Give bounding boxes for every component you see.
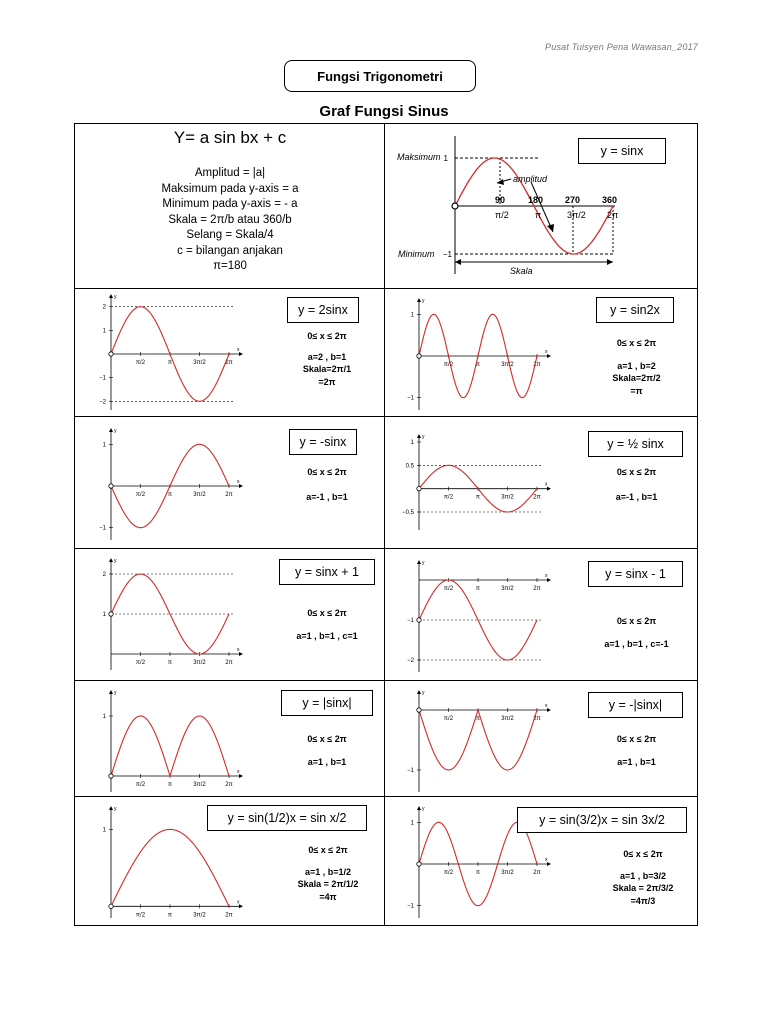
x-tick-label: π xyxy=(167,660,173,666)
graph-cell-sin-3half-x xyxy=(385,797,697,926)
start-point-marker xyxy=(109,352,113,356)
x-axis-letter: x xyxy=(237,899,240,906)
degree-tick-label: 270 xyxy=(565,195,581,205)
origin-marker xyxy=(452,203,458,209)
amplitud-label: amplitud xyxy=(513,174,548,184)
y-axis-arrow xyxy=(417,806,421,810)
y-axis-letter: y xyxy=(422,690,425,696)
y-axis-letter: y xyxy=(114,294,117,300)
x-tick-label: π xyxy=(167,782,173,788)
skala-arrow-left-head xyxy=(455,259,461,265)
y-tick-label: −0.5 xyxy=(402,510,414,516)
y-axis-letter: y xyxy=(114,806,117,812)
y-tick-label: 2 xyxy=(102,304,106,311)
equation-box: y = sinx - 1 xyxy=(588,561,683,587)
y-tick-label: 1 xyxy=(443,154,448,163)
note-line: =2π xyxy=(318,376,336,387)
x-tick-label: π xyxy=(475,716,481,722)
note-line: a=-1 , b=1 xyxy=(306,491,348,502)
x-tick-label: 2π xyxy=(533,870,541,876)
note-spacer xyxy=(589,479,684,491)
note-line: a=1 , b=2 xyxy=(617,360,656,371)
x-tick-label: π xyxy=(167,912,173,919)
x-tick-label: π/2 xyxy=(443,870,454,876)
degree-tick-label: 90 xyxy=(495,195,506,205)
x-tick-label: 3π/2 xyxy=(501,586,514,592)
x-tick-label: π/2 xyxy=(135,492,146,498)
y-axis-letter: y xyxy=(422,560,425,566)
x-axis-letter: x xyxy=(545,857,548,863)
note-line: 0≤ x ≤ 2π xyxy=(616,338,657,348)
graph-cell-sinx-plus-1 xyxy=(75,549,384,680)
x-tick-label: 2π xyxy=(533,586,541,592)
x-axis-arrow xyxy=(547,862,551,866)
note-line: a=1 , b=1 , c=-1 xyxy=(604,638,669,649)
note-line: 0≤ x ≤ 2π xyxy=(616,616,657,626)
note-line: 0≤ x ≤ 2π xyxy=(307,608,347,618)
note-line: 0≤ x ≤ 2π xyxy=(616,467,657,477)
y-tick-label: −1 xyxy=(407,618,414,624)
degree-tick-label: 180 xyxy=(528,195,544,205)
graph-notes xyxy=(281,733,373,768)
x-tick-label: π/2 xyxy=(443,494,454,501)
y-tick-label: 1 xyxy=(410,312,414,319)
y-axis-arrow xyxy=(417,560,421,564)
note-line: a=1 , b=1 , c=1 xyxy=(296,630,358,641)
start-point-marker xyxy=(109,774,113,778)
x-tick-label: 2π xyxy=(225,660,233,666)
graph-cell-neg-abs-sinx xyxy=(385,681,697,796)
graph-table xyxy=(74,123,698,926)
note-line: 0≤ x ≤ 2π xyxy=(308,845,348,855)
y-axis-arrow xyxy=(109,294,113,298)
note-spacer xyxy=(589,350,684,360)
note-line: 0≤ x ≤ 2π xyxy=(307,467,347,477)
y-tick-label: 1 xyxy=(102,714,106,720)
x-tick-label: 2π xyxy=(533,362,541,368)
note-line: Skala = 2π/3/2 xyxy=(612,883,674,893)
graph-neg-abs-sinx xyxy=(397,683,572,798)
x-axis-letter: x xyxy=(545,703,548,709)
y-axis-arrow xyxy=(109,690,113,694)
x-axis-arrow xyxy=(239,904,243,908)
reference-cell xyxy=(385,124,697,288)
formula-notes xyxy=(75,166,385,275)
y-axis-letter: y xyxy=(114,428,117,434)
y-axis-letter: y xyxy=(422,434,425,440)
x-axis-arrow xyxy=(547,578,551,582)
equation-box: y = sin(3/2)x = sin 3x/2 xyxy=(517,807,687,833)
x-tick-label: π xyxy=(475,586,481,592)
x-axis-arrow xyxy=(547,708,551,712)
header-note: Pusat Tuisyen Pena Wawasan_2017 xyxy=(545,42,698,52)
note-spacer xyxy=(281,746,373,756)
y-tick-label: −2 xyxy=(407,658,414,664)
graph-2sinx xyxy=(89,294,264,414)
note-line: 0≤ x ≤ 2π xyxy=(623,849,663,859)
x-tick-label: 2π xyxy=(225,782,233,788)
graph-cell-neg-sinx xyxy=(75,417,384,548)
graph-notes xyxy=(275,844,381,903)
note-spacer xyxy=(281,343,373,351)
equation-box: y = |sinx| xyxy=(281,690,373,716)
x-tick-label: π xyxy=(475,362,481,368)
x-tick-label: 3π/2 xyxy=(501,870,514,876)
note-line: a=1 , b=1 xyxy=(617,756,656,767)
note-line: =4π/3 xyxy=(630,895,656,906)
general-formula-cell xyxy=(75,124,385,288)
graph-notes xyxy=(281,466,373,503)
note-line: a=-1 , b=1 xyxy=(615,491,658,502)
page-subtitle: Graf Fungsi Sinus xyxy=(319,103,449,120)
y-tick-label: −1 xyxy=(407,395,414,402)
y-tick-label: 0.5 xyxy=(405,463,414,470)
formula-line: Minimum pada y-axis = - a xyxy=(162,198,298,210)
x-tick-label: π/2 xyxy=(135,660,146,666)
x-tick-label: 3π/2 xyxy=(193,360,206,366)
graph-cell-sin-half-x xyxy=(75,797,384,926)
x-axis-arrow xyxy=(239,652,243,656)
y-tick-label: 1 xyxy=(410,820,414,827)
y-tick-label: −1 xyxy=(99,525,106,532)
start-point-marker xyxy=(109,484,113,488)
x-tick-label: 2π xyxy=(225,912,233,919)
y-tick-label: −1 xyxy=(407,903,414,910)
x-tick-label: π/2 xyxy=(443,586,454,592)
maksimum-label: Maksimum xyxy=(397,152,441,162)
equation-box: y = 2sinx xyxy=(287,297,359,323)
pi-tick-label: 2π xyxy=(607,210,619,220)
graph-cell-abs-sinx xyxy=(75,681,384,796)
formula-line: Maksimum pada y-axis = a xyxy=(161,182,299,195)
x-tick-label: 2π xyxy=(533,494,541,501)
x-tick-label: 2π xyxy=(533,716,541,722)
note-line: =π xyxy=(630,385,643,396)
note-line: =4π xyxy=(319,891,337,902)
y-axis-arrow xyxy=(417,434,421,438)
note-line: a=2 , b=1 xyxy=(307,351,347,362)
formula-line: π=180 xyxy=(213,260,247,272)
x-tick-label: 2π xyxy=(225,360,233,366)
note-line: 0≤ x ≤ 2π xyxy=(616,734,657,744)
note-spacer xyxy=(590,861,696,870)
y-axis-arrow xyxy=(417,690,421,694)
note-line: Skala = 2π/1/2 xyxy=(297,879,359,889)
x-tick-label: π xyxy=(167,360,173,366)
start-point-marker xyxy=(109,904,113,908)
x-tick-label: π xyxy=(475,494,481,501)
x-axis-arrow xyxy=(547,354,551,358)
page-title: Fungsi Trigonometri xyxy=(284,60,476,92)
y-axis-arrow xyxy=(109,806,113,810)
x-tick-label: π/2 xyxy=(443,362,454,368)
y-tick-label: 1 xyxy=(410,440,414,446)
note-line: Skala=2π/1 xyxy=(302,364,352,374)
note-spacer xyxy=(589,628,684,638)
start-point-marker xyxy=(109,612,113,616)
x-tick-label: π/2 xyxy=(443,716,454,722)
x-tick-label: 3π/2 xyxy=(193,492,206,498)
graph-half-sinx xyxy=(397,424,572,544)
y-tick-label: −1 xyxy=(99,375,106,382)
start-point-marker xyxy=(417,862,421,866)
x-axis-arrow xyxy=(547,487,551,491)
note-spacer xyxy=(281,479,373,491)
note-spacer xyxy=(589,746,684,756)
formula-line: Amplitud = |a| xyxy=(194,167,266,179)
graph-sinx-minus-1 xyxy=(397,554,572,674)
y-tick-label: 2 xyxy=(102,572,106,578)
x-tick-label: π xyxy=(475,870,481,876)
graph-notes xyxy=(590,848,696,907)
note-line: 0≤ x ≤ 2π xyxy=(307,734,347,744)
degree-tick-label: 360 xyxy=(602,195,618,205)
y-axis-letter: y xyxy=(422,298,425,304)
graph-abs-sinx xyxy=(89,683,264,798)
x-tick-label: 2π xyxy=(225,492,233,498)
note-line: 0≤ x ≤ 2π xyxy=(307,331,347,341)
graph-notes xyxy=(589,615,684,650)
x-axis-arrow xyxy=(239,774,243,778)
graph-neg-sinx xyxy=(89,424,264,544)
start-point-marker xyxy=(417,618,421,622)
start-point-marker xyxy=(417,486,421,490)
graph-cell-sin2x xyxy=(385,289,697,416)
x-tick-label: π/2 xyxy=(135,782,146,788)
equation-box: y = -|sinx| xyxy=(588,692,683,718)
x-tick-label: 3π/2 xyxy=(193,782,206,788)
note-line: a=1 , b=1 xyxy=(307,756,347,767)
note-line: Skala=2π/2 xyxy=(612,373,661,383)
skala-arrow-right-head xyxy=(607,259,613,265)
y-tick-label: 1 xyxy=(102,442,106,449)
graph-cell-2sinx xyxy=(75,289,384,416)
graph-cell-half-sinx xyxy=(385,417,697,548)
note-spacer xyxy=(275,857,381,866)
skala-label: Skala xyxy=(510,266,533,276)
y-axis-letter: y xyxy=(114,558,117,564)
graph-sin2x xyxy=(397,294,572,414)
x-axis-letter: x xyxy=(237,647,240,653)
y-axis-letter: y xyxy=(114,690,117,696)
y-tick-label: −2 xyxy=(99,399,106,406)
x-axis-letter: x xyxy=(545,573,548,579)
pi-tick-label: π xyxy=(535,210,542,220)
sine-curve xyxy=(111,716,229,776)
equation-box: y = sinx + 1 xyxy=(279,559,375,585)
graph-notes xyxy=(589,337,684,397)
graph-sinx-plus-1 xyxy=(89,554,264,674)
equation-box: y = sin(1/2)x = sin x/2 xyxy=(207,805,367,831)
graph-notes xyxy=(281,330,373,388)
equation-box: y = -sinx xyxy=(289,429,357,455)
formula-line: Selang = Skala/4 xyxy=(186,229,274,241)
note-line: a=1 , b=1/2 xyxy=(304,866,352,877)
x-tick-label: 3π/2 xyxy=(193,912,206,919)
pi-tick-label: π/2 xyxy=(495,210,509,220)
y-tick-label: 1 xyxy=(102,612,106,618)
x-tick-label: 3π/2 xyxy=(501,716,514,722)
note-spacer xyxy=(281,620,373,630)
x-tick-label: 3π/2 xyxy=(501,494,514,501)
x-tick-label: π/2 xyxy=(135,360,146,366)
x-tick-label: 3π/2 xyxy=(501,362,514,368)
formula-line: c = bilangan anjakan xyxy=(177,244,283,257)
graph-notes xyxy=(589,733,684,768)
general-formula: Y= a sin bx + c xyxy=(173,128,287,147)
x-tick-label: π xyxy=(167,492,173,498)
equation-box: y = sinx xyxy=(578,138,666,164)
x-axis-letter: x xyxy=(237,769,240,775)
formula-line: Skala = 2π/b atau 360/b xyxy=(168,213,292,226)
graph-notes xyxy=(589,466,684,503)
sine-curve xyxy=(111,829,229,906)
y-axis-arrow xyxy=(109,558,113,562)
y-axis-letter: y xyxy=(422,806,425,812)
equation-box: y = ½ sinx xyxy=(588,431,683,457)
graph-notes xyxy=(281,607,373,642)
y-tick-label: −1 xyxy=(442,250,452,259)
y-axis-arrow xyxy=(109,428,113,432)
x-axis-letter: x xyxy=(545,481,548,488)
minimum-label: Minimum xyxy=(398,249,435,259)
start-point-marker xyxy=(417,708,421,712)
graph-cell-sinx-minus-1 xyxy=(385,549,697,680)
pi-tick-label: 3π/2 xyxy=(567,210,586,220)
x-tick-label: π/2 xyxy=(135,912,146,919)
y-tick-label: 1 xyxy=(102,827,106,834)
note-line: a=1 , b=3/2 xyxy=(619,870,667,881)
x-axis-letter: x xyxy=(237,479,240,485)
y-axis-arrow xyxy=(417,298,421,302)
start-point-marker xyxy=(417,354,421,358)
y-tick-label: −1 xyxy=(407,768,414,774)
equation-box: y = sin2x xyxy=(596,297,674,323)
x-axis-arrow xyxy=(239,352,243,356)
x-axis-letter: x xyxy=(237,347,240,353)
y-tick-label: 1 xyxy=(102,328,106,335)
x-axis-letter: x xyxy=(545,349,548,355)
x-tick-label: 3π/2 xyxy=(193,660,206,666)
x-axis-arrow xyxy=(239,484,243,488)
